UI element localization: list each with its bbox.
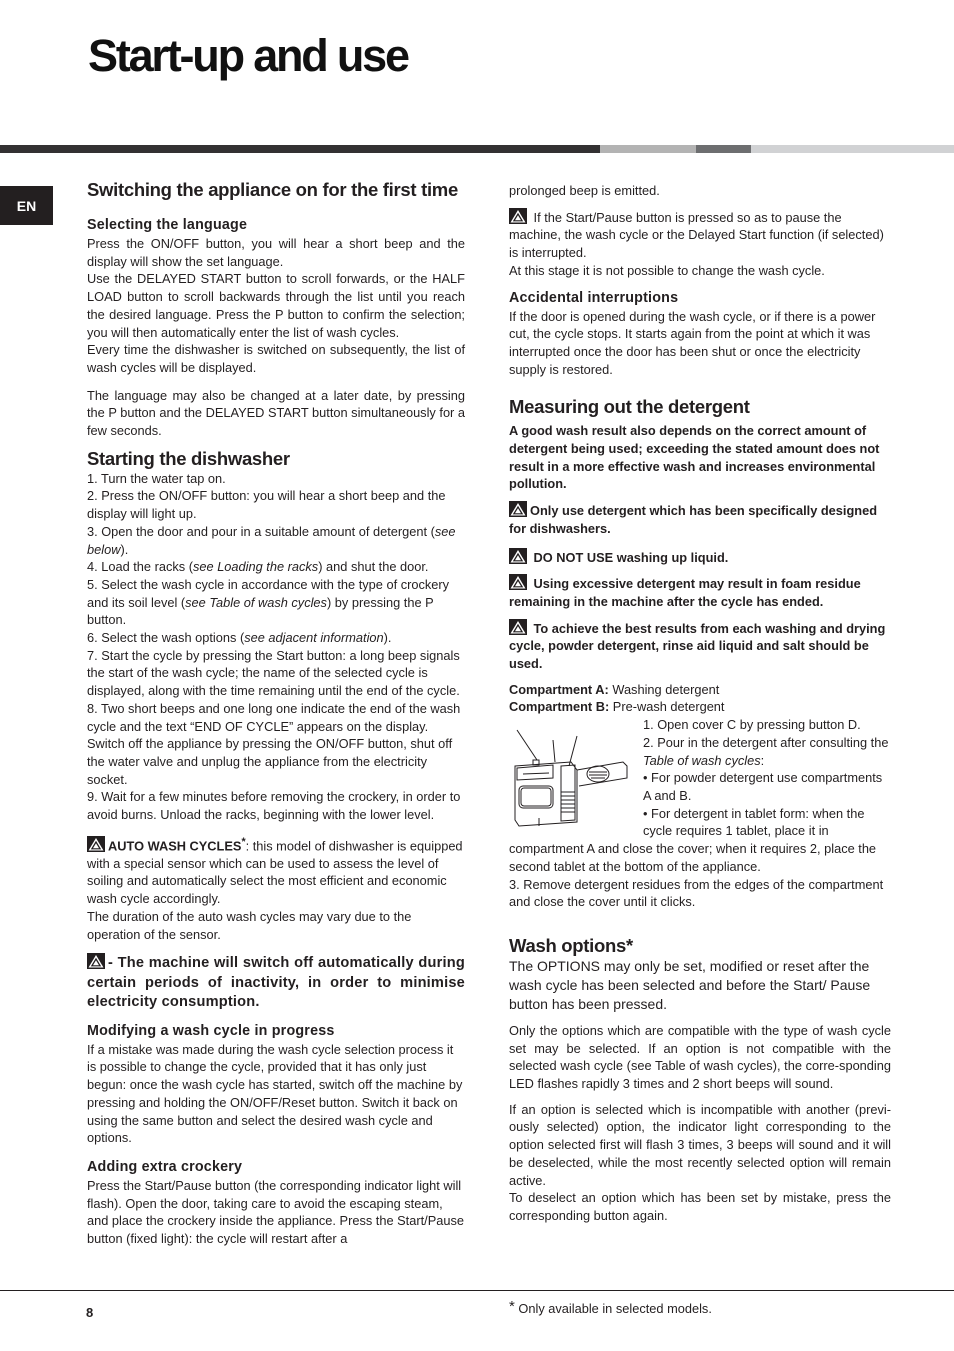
list-item: • For powder detergent use compartments A and B. (643, 770, 883, 803)
list-item: 4. Load the racks (see Loading the racks) and shut the door. (87, 559, 429, 575)
header-bar-light (600, 145, 696, 153)
list-item: 9. Wait for a few minutes before removing the crockery, in order to avoid burns. Unload the racks, beginning with the lower level. (87, 789, 461, 823)
warning-icon (87, 953, 105, 969)
list-item: 5. Select the wash cycle in accordance with the type of crockery and its soil level (see Table of wash cycles) by pressing the P button. (87, 576, 450, 628)
warning-paragraph: Using excessive detergent may result in foam residue remaining in the machine after the cycle has ended. (509, 576, 861, 609)
list-item: 1. Turn the water tap on. (87, 470, 226, 486)
paragraph: Only the options which are compatible with the type of wash cycle set may be selected. If an option is not compatible with the selected wash cycle (see Table of wash cycles), the corre-sponding LED flashes rapidly 3 times and 2 short beeps will sound. (509, 1022, 891, 1092)
compartment-a-line: Compartment A: Washing detergent (509, 681, 720, 697)
left-column (87, 179, 465, 1248)
list-item: 8. Two short beeps and one long one indicate the end of the wash cycle and the text “END OF CYCLE” appears on the display. Switch off the appliance by pressing the ON/OFF button, shut off the water valve and unplug the appliance from the electricity socket. (87, 700, 461, 787)
heading-wash-options: Wash options* (509, 934, 633, 956)
list-item: 3. Remove detergent residues from the edges of the compartment and close the cover until it clicks. (509, 876, 884, 910)
header-bar-dark (0, 145, 600, 153)
heading-selecting-language: Selecting the language (87, 217, 248, 233)
list-item: 3. Open the door and pour in a suitable amount of detergent (see below). (87, 523, 456, 557)
paragraph: To deselect an option which has been set by mistake, press the corresponding button again. (509, 1190, 891, 1223)
right-column (509, 182, 891, 1225)
paragraph: The language may also be changed at a later date, by pressing the P button and the DELAYED START button simultaneously for a few seconds. (87, 387, 465, 439)
header-bar-mid (696, 145, 751, 153)
heading-switching-on: Switching the appliance on for the first time (87, 179, 458, 200)
paragraph: If an option is selected which is incompatible with another (previ-ously selected) option, the indicator light corresponding to the option selected first will flash 3 times, 3 beeps will sound and it will be deselected, while the most recently selected option will remain active. (509, 1101, 891, 1188)
paragraph: The OPTIONS may only be set, modified or reset after the wash cycle has been selected and before the Start/ Pause button has been pressed. (509, 957, 871, 1012)
paragraph: At this stage it is not possible to change the wash cycle. (509, 262, 825, 278)
footnote: * Only available in selected models. (509, 1298, 712, 1316)
list-item: 6. Select the wash options (see adjacent information). (87, 630, 392, 646)
warning-icon (509, 208, 527, 224)
header-bar-lighter (751, 145, 954, 153)
paragraph: If a mistake was made during the wash cycle selection process it is possible to change the cycle, provided that it has only just begun: once the wash cycle has started, switch off the machine by pressing and holding the ON/OFF/Reset button. Switch it back on using the same button and select the desired wash cycle and options. (87, 1041, 463, 1146)
warning-icon (509, 619, 527, 635)
heading-starting-dishwasher: Starting the dishwasher (87, 447, 290, 469)
auto-off-warning: - The machine will switch off automatically during certain periods of inactivity, in order to minimise electricity consumption. (87, 955, 465, 1011)
list-item: • For detergent in tablet form: when the cycle requires 1 tablet, place it in compartment A and close the cover; when it requires 2, place the second tablet at the bottom of the appliance. (509, 805, 877, 874)
warning-icon (87, 836, 105, 852)
list-item: 7. Start the cycle by pressing the Start button: a long beep signals the start of the wash cycle; the name of the selected cycle is displayed, along with the time remaining until the end of the cycle. (87, 647, 460, 699)
warning-paragraph: To achieve the best results from each washing and drying cycle, powder detergent, rinse aid liquid and salt should be used. (509, 620, 886, 672)
paragraph: If the door is opened during the wash cycle, or if there is a power cut, the cycle stops. It starts again from the point at which it was interrupted once the door has been shut or once the electricity supply is restored. (509, 308, 876, 377)
detergent-dispenser-diagram (509, 722, 635, 830)
warning-paragraph: DO NOT USE washing up liquid. (509, 548, 891, 567)
warning-icon (509, 548, 527, 564)
language-tab: EN (0, 186, 53, 225)
pause-paragraph: If the Start/Pause button is pressed so as to pause the machine, the wash cycle or the Delayed Start function (if selected) is interrupted. (509, 209, 884, 261)
detergent-instructions (509, 716, 891, 911)
list-item: 1. Open cover C by pressing button D. (643, 717, 861, 733)
compartment-b-line: Compartment B: Pre-wash detergent (509, 699, 725, 715)
paragraph: The duration of the auto wash cycles may vary due to the operation of the sensor. (87, 908, 412, 942)
list-item: 2. Pour in the detergent after consulting the Table of wash cycles: (643, 734, 889, 768)
list-item: 2. Press the ON/OFF button: you will hear a short beep and the display will light up. (87, 488, 446, 522)
warning-icon (509, 574, 527, 590)
warning-icon (509, 501, 527, 517)
page-number: 8 (86, 1305, 94, 1320)
paragraph: prolonged beep is emitted. (509, 183, 660, 198)
footer-rule (0, 1290, 954, 1291)
warning-paragraph: Only use detergent which has been specifically designed for dishwashers. (509, 503, 878, 536)
paragraph: Press the ON/OFF button, you will hear a short beep and the display will show the set language. (87, 236, 465, 269)
heading-measuring-detergent: Measuring out the detergent (509, 396, 750, 418)
paragraph: A good wash result also depends on the correct amount of detergent being used; exceeding the stated amount does not result in a more effective wash and increases environmental pollution. (509, 423, 880, 492)
paragraph: Press the Start/Pause button (the corresponding indicator light will flash). Open the door, taking care to avoid the escaping steam, and place the crockery inside the appliance. Press the Start/Pause button (fixed light): the cycle will restart after a (87, 1178, 465, 1247)
paragraph: Every time the dishwasher is switched on subsequently, the list of wash cycles will be displayed. (87, 342, 465, 375)
heading-adding-crockery: Adding extra crockery (87, 1159, 243, 1175)
auto-wash-paragraph: AUTO WASH CYCLES*: this model of dishwasher is equipped with a special sensor which can be used to assess the level of soiling and automatically select the most efficient and economic wash cycle accordingly. (87, 835, 463, 907)
heading-modifying-cycle: Modifying a wash cycle in progress (87, 1022, 335, 1039)
heading-accidental-interruptions: Accidental interruptions (509, 289, 679, 306)
page-title: Start-up and use (88, 30, 408, 81)
paragraph: Use the DELAYED START button to scroll forwards, or the HALF LOAD button to scroll backwards through the list until you reach the desired language. Press the P button to confirm the selection; you will then automatically enter the list of wash cycles. (87, 271, 465, 340)
